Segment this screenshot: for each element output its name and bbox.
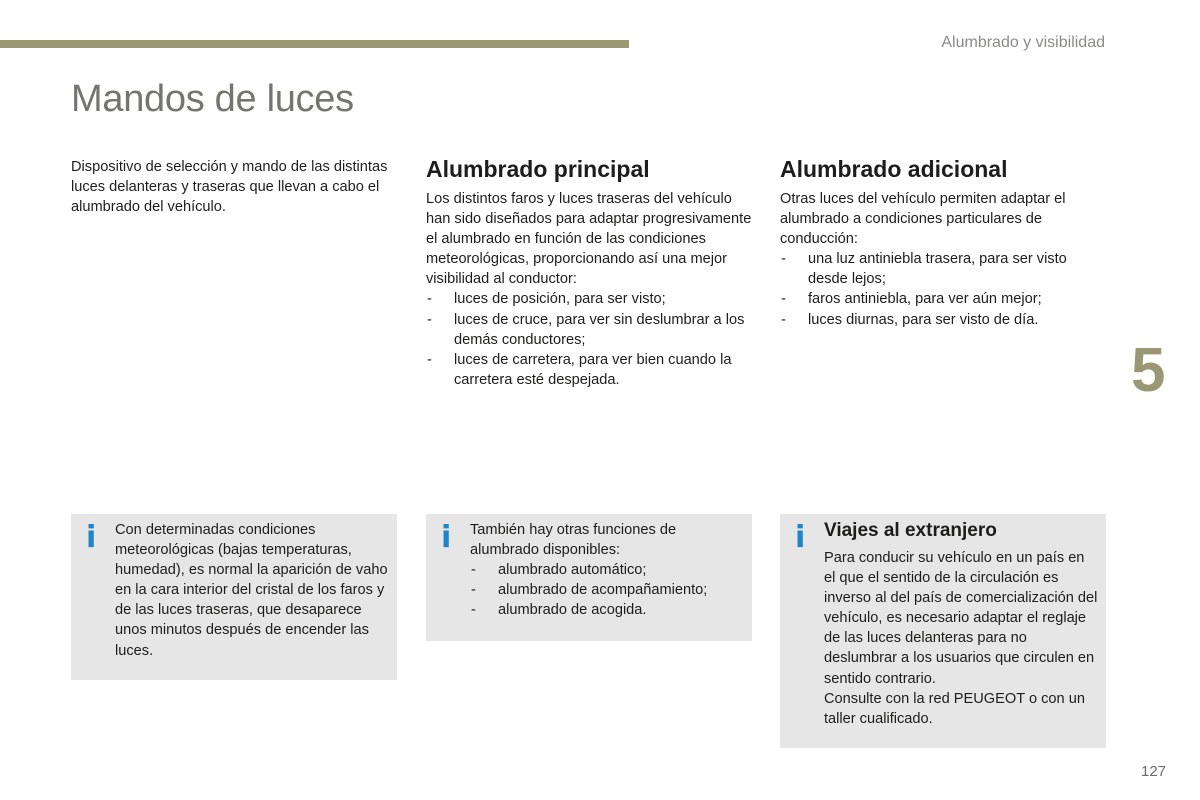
list-item: - luces de carretera, para ver bien cuando la carretera esté despejada. [426, 350, 756, 390]
info-box-text: Para conducir su vehículo en un país en el que el sentido de la circulación es inverso al del país de comercialización del vehículo, es necesario adaptar el reglaje de las luces delanteras para no deslumbrar a los usuarios que circulen en sentido contrario. [824, 550, 1098, 687]
additional-lighting-section [780, 155, 1105, 330]
list-item: - faros antiniebla, para ver aún mejor; [780, 289, 1105, 309]
list-item: - alumbrado de acogida. [470, 600, 744, 620]
info-icon: i [441, 520, 452, 555]
list-item: - una luz antiniebla trasera, para ser visto desde lejos; [780, 249, 1105, 289]
main-lighting-list [426, 289, 756, 389]
chapter-number: 5 [1131, 336, 1166, 405]
main-lighting-text: Los distintos faros y luces traseras del vehículo han sido diseñados para adaptar progresivamente el alumbrado en función de las condiciones meteorológicas, proporcionando así una mejor visibilidad al conductor: [426, 191, 752, 288]
list-item: - luces de posición, para ser visto; [426, 289, 756, 309]
info-box-list [470, 560, 744, 620]
additional-lighting-text: Otras luces del vehículo permiten adaptar el alumbrado a condiciones particulares de conducción: [780, 191, 1066, 248]
intro-text: Dispositivo de selección y mando de las distintas luces delanteras y traseras que llevan a cabo el alumbrado del vehículo. [71, 159, 388, 216]
info-box-heading: Viajes al extranjero [824, 520, 997, 541]
info-box-text: También hay otras funciones de alumbrado disponibles: [470, 522, 677, 559]
main-lighting-section [426, 155, 756, 390]
info-box-travel-abroad [780, 514, 1106, 748]
info-box-text: Con determinadas condiciones meteorológicas (bajas temperaturas, humedad), es normal la aparición de vaho en la cara interior del cristal de los faros y de las luces traseras, que desaparece unos minutos después de encender las luces. [115, 522, 388, 659]
info-box-text-secondary: Consulte con la red PEUGEOT o con un taller cualificado. [824, 690, 1085, 727]
additional-lighting-heading: Alumbrado adicional [780, 156, 1008, 182]
main-lighting-heading: Alumbrado principal [426, 156, 650, 182]
additional-lighting-list [780, 249, 1105, 329]
info-icon: i [86, 520, 97, 555]
page-number: 127 [1141, 763, 1167, 780]
info-box-condensation [71, 514, 397, 680]
list-item: - luces diurnas, para ser visto de día. [780, 310, 1105, 330]
list-item: - alumbrado automático; [470, 560, 744, 580]
section-header: Alumbrado y visibilidad [941, 34, 1105, 51]
header-rule [0, 40, 629, 48]
info-icon: i [795, 520, 806, 555]
page-title: Mandos de luces [71, 78, 354, 120]
info-box-other-functions [426, 514, 752, 641]
intro-column [71, 157, 401, 217]
list-item: - alumbrado de acompañamiento; [470, 580, 744, 600]
list-item: - luces de cruce, para ver sin deslumbrar a los demás conductores; [426, 310, 756, 350]
